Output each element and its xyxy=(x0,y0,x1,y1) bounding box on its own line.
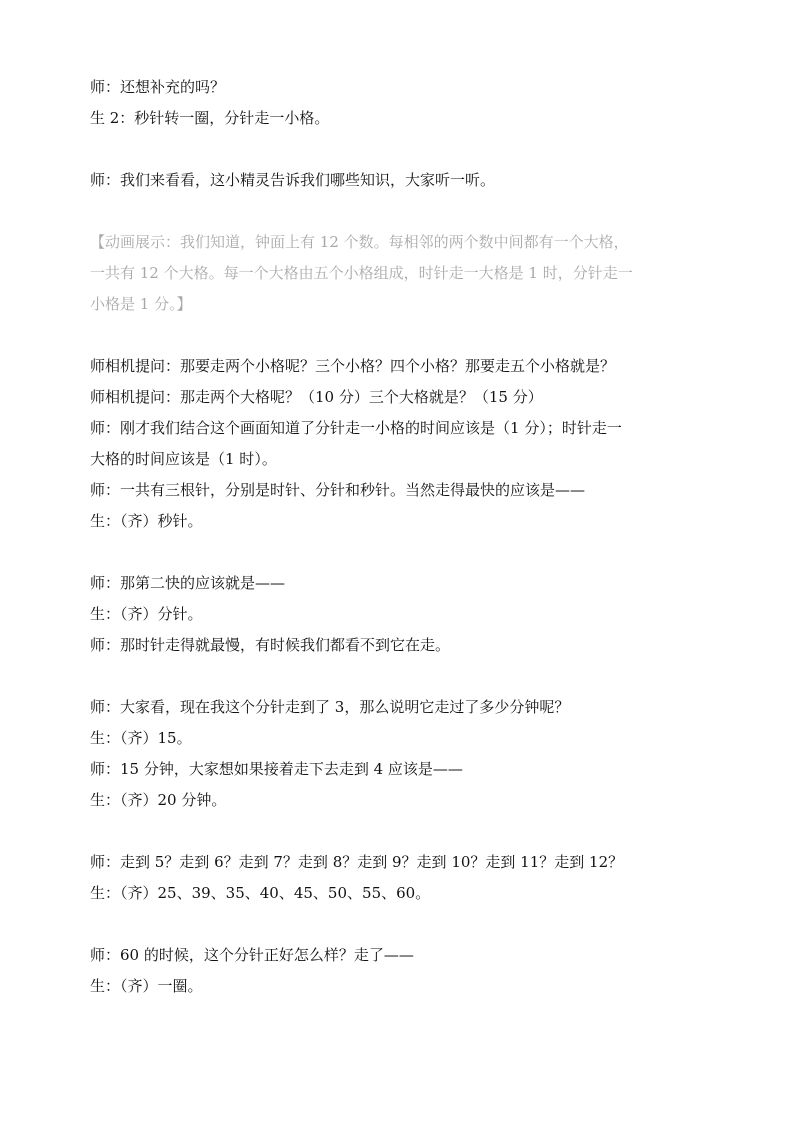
paragraph-gap xyxy=(90,816,710,847)
paragraph-gap xyxy=(90,320,710,351)
teacher-line: 师：那第二快的应该就是—— xyxy=(90,574,286,592)
student-line: 生：（齐）秒针。 xyxy=(90,512,203,530)
teacher-line: 师：刚才我们结合这个画面知道了分针走一小格的时间应该是（1 分）；时针走一 xyxy=(90,419,622,437)
student-line: 生：（齐）15。 xyxy=(90,729,192,747)
student-line: 生 2：秒针转一圈，分针走一小格。 xyxy=(90,109,330,127)
paragraph-gap xyxy=(90,134,710,165)
teacher-line: 师：15 分钟，大家想如果接着走下去走到 4 应该是—— xyxy=(90,760,463,778)
paragraph-gap xyxy=(90,196,710,227)
teacher-line: 师：走到 5？走到 6？走到 7？走到 8？走到 9？走到 10？走到 11？走到 12？ xyxy=(90,853,624,871)
document-page xyxy=(90,72,710,1002)
paragraph-gap xyxy=(90,661,710,692)
teacher-line: 师：我们来看看，这小精灵告诉我们哪些知识，大家听一听。 xyxy=(90,171,496,189)
student-line: 生：（齐）25、39、35、40、45、50、55、60。 xyxy=(90,884,431,902)
teacher-line: 师：还想补充的吗？ xyxy=(90,78,226,96)
teacher-line: 师：大家看，现在我这个分针走到了 3，那么说明它走过了多少分钟呢？ xyxy=(90,698,570,716)
paragraph-gap xyxy=(90,909,710,940)
teacher-line: 师相机提问：那要走两个小格呢？三个小格？四个小格？那要走五个小格就是？ xyxy=(90,357,616,375)
teacher-line: 师：那时针走得就最慢，有时候我们都看不到它在走。 xyxy=(90,636,451,654)
animation-note-line: 一共有 12 个大格。每一个大格由五个小格组成，时针走一大格是 1 时，分针走一 xyxy=(90,264,633,282)
animation-note-line: 【动画展示：我们知道，钟面上有 12 个数。每相邻的两个数中间都有一个大格， xyxy=(90,233,629,251)
student-line: 生：（齐）20 分钟。 xyxy=(90,791,227,809)
teacher-line: 师相机提问：那走两个大格呢？（10 分）三个大格就是？（15 分） xyxy=(90,388,543,406)
teacher-line: 师：60 的时候，这个分针正好怎么样？走了—— xyxy=(90,946,414,964)
teacher-line: 大格的时间应该是（1 时）。 xyxy=(90,450,277,468)
student-line: 生：（齐）分针。 xyxy=(90,605,203,623)
teacher-line: 师：一共有三根针，分别是时针、分针和秒针。当然走得最快的应该是—— xyxy=(90,481,586,499)
paragraph-gap xyxy=(90,537,710,568)
animation-note-line: 小格是 1 分。】 xyxy=(90,295,192,313)
student-line: 生：（齐）一圈。 xyxy=(90,977,203,995)
